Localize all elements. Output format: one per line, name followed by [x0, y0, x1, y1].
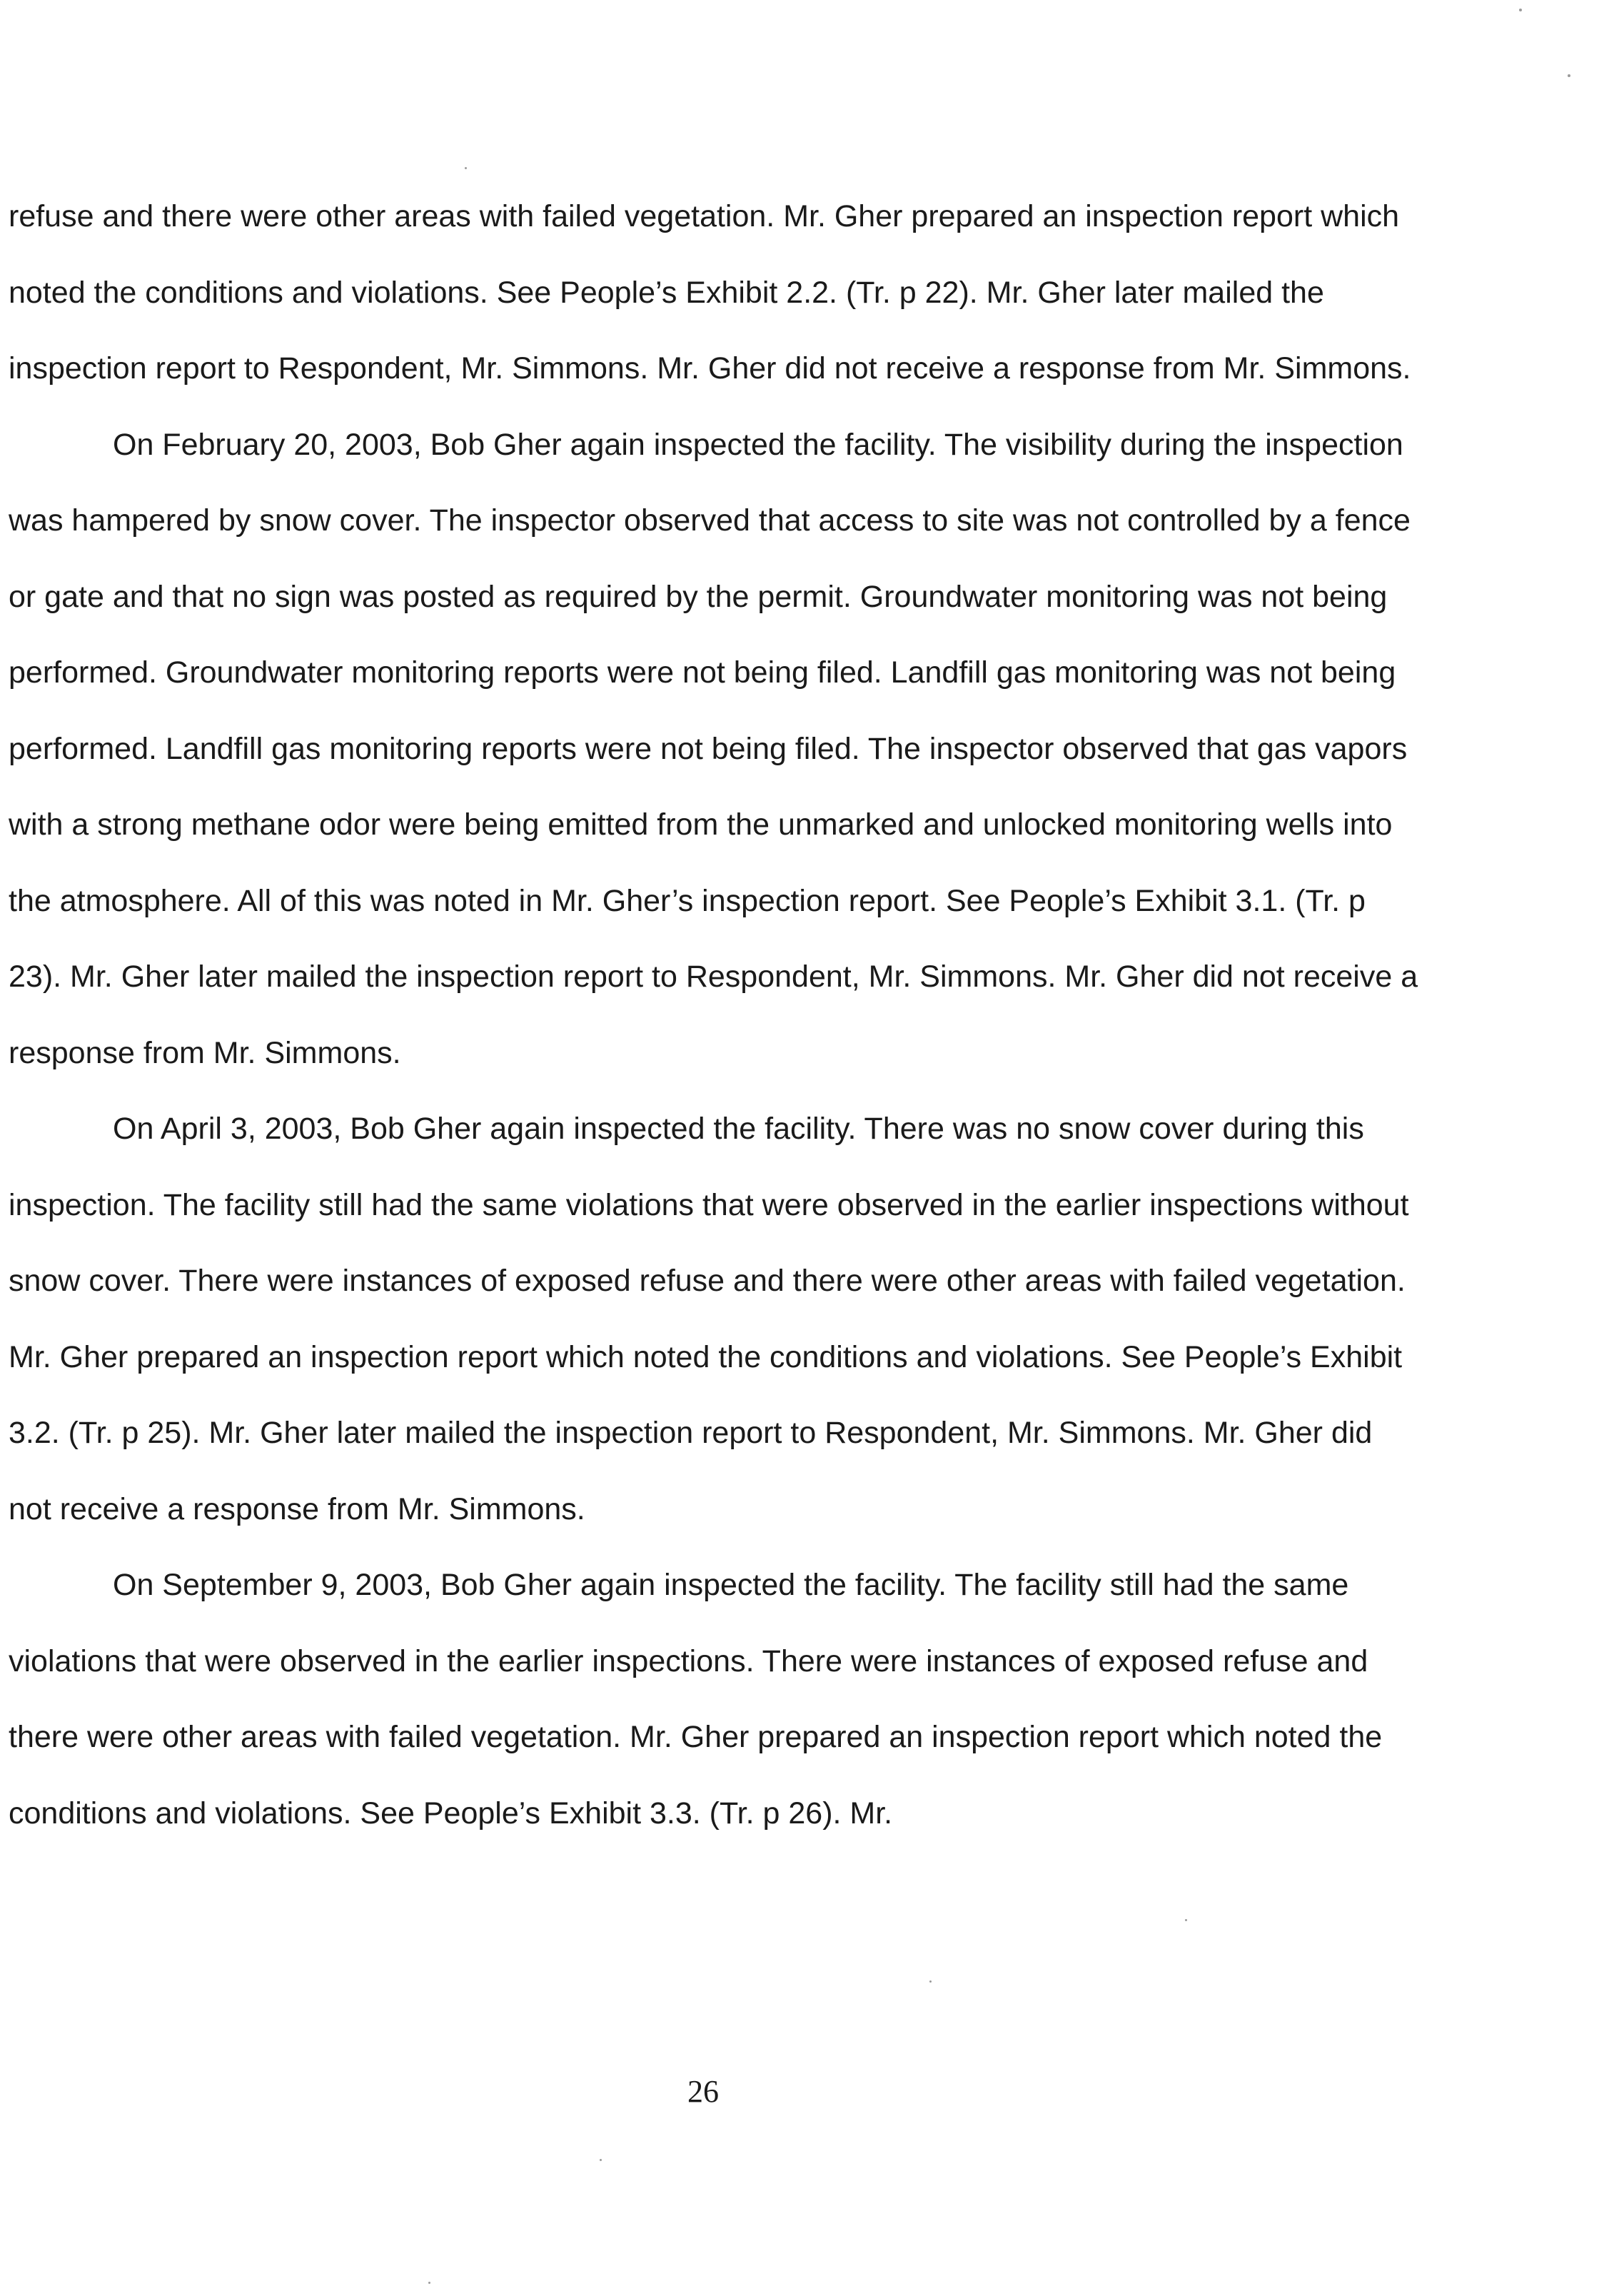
paragraph-3: On April 3, 2003, Bob Gher again inspected the facility. There was no snow cover during this inspection. The facility still had the same violations that were observed in the earlier inspections without snow cover. There were instances of exposed refuse and there were other areas with failed vegetation. Mr. Gher prepared an inspection report which noted the conditions and violations. See People’s Exhibit 3.2. (Tr. p 25). Mr. Gher later mailed the inspection report to Respondent, Mr. Simmons. Mr. Gher did not receive a response from Mr. Simmons. — [9, 1112, 1409, 1526]
paragraph-1: refuse and there were other areas with failed vegetation. Mr. Gher prepared an inspection report which noted the conditions and violations. See People’s Exhibit 2.2. (Tr. p 22). Mr. Gher later mailed the inspection report to Respondent, Mr. Simmons. Mr. Gher did not receive a response from Mr. Simmons. — [9, 199, 1411, 386]
body-text — [9, 178, 1422, 1851]
scan-speck — [1519, 9, 1522, 11]
scan-speck — [929, 1980, 932, 1983]
scan-speck — [1568, 74, 1570, 77]
page-number: 26 — [687, 2074, 719, 2109]
paragraph-4: On September 9, 2003, Bob Gher again inspected the facility. The facility still had the same violations that were observed in the earlier inspections. There were instances of exposed refuse and there were other areas with failed vegetation. Mr. Gher prepared an inspection report which noted the conditions and violations. See People’s Exhibit 3.3. (Tr. p 26). Mr. — [9, 1568, 1383, 1831]
scan-speck — [465, 167, 467, 169]
scan-speck — [428, 2282, 430, 2284]
scan-speck — [1185, 1919, 1187, 1921]
paragraph-2: On February 20, 2003, Bob Gher again inspected the facility. The visibility during the inspection was hampered by snow cover. The inspector observed that access to site was not controlled by a fence or gate and that no sign was posted as required by the permit. Groundwater monitoring was not being performed. Groundwater monitoring reports were not being filed. Landfill gas monitoring was not being performed. Landfill gas monitoring reports were not being filed. The inspector observed that gas vapors with a strong methane odor were being emitted from the unmarked and unlocked monitoring wells into the atmosphere. All of this was noted in Mr. Gher’s inspection report. See People’s Exhibit 3.1. (Tr. p 23). Mr. Gher later mailed the inspection report to Respondent, Mr. Simmons. Mr. Gher did not receive a response from Mr. Simmons. — [9, 427, 1418, 1070]
scan-speck — [600, 2159, 602, 2161]
